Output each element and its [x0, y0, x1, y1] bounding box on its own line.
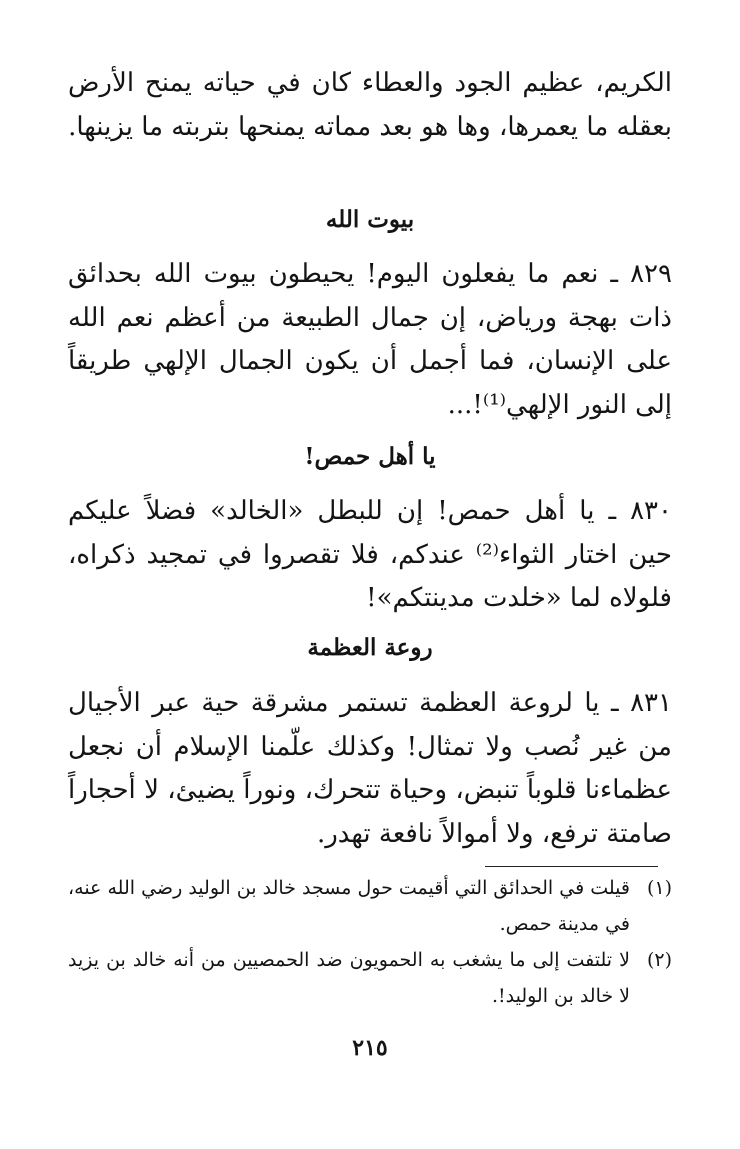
section-heading-houses-of-god: بيوت الله: [325, 206, 415, 233]
intro-paragraph: الكريم، عظيم الجود والعطاء كان في حياته يمنح الأرض بعقله ما يعمرها، وها هو بعد مماته يمنحها بتربته ما يزينها.: [68, 68, 672, 142]
footnote-number: (١): [646, 877, 672, 899]
section-heading-people-of-homs: يا أهل حمص!: [304, 443, 436, 470]
footnote-text: قيلت في الحدائق التي أقيمت حول مسجد خالد بن الوليد رضي الله عنه، في مدينة حمص.: [68, 877, 630, 935]
footnote-1: [68, 870, 672, 942]
paragraph-830: ٨٣٠ ـ يا أهل حمص! إن للبطل «الخالد» فضلاً عليكم حين اختار الثواء⁽²⁾ عندكم، فلا تقصروا في تمجيد ذكراه، فلولاه لما «خلدت مدينتكم»!: [68, 496, 672, 613]
paragraph-831: ٨٣١ ـ يا لروعة العظمة تستمر مشرقة حية عبر الأجيال من غير نُصب ولا تمثال! وكذلك علّمنا الإسلام أن نجعل عظماءنا قلوباً تنبض، وحياة تتحرك، ونوراً يضيئ، لا أحجاراً صامتة ترفع، ولا أموالاً نافعة تهدر.: [68, 688, 672, 849]
footnote-divider: [485, 866, 658, 867]
footnote-text: لا تلتفت إلى ما يشغب به الحمويون ضد الحمصيين من أنه خالد بن يزيد لا خالد بن الوليد!.: [68, 949, 630, 1007]
footnote-2: [68, 942, 672, 1014]
paragraph-829: ٨٢٩ ـ نعم ما يفعلون اليوم! يحيطون بيوت الله بحدائق ذات بهجة ورياض، إن جمال الطبيعة من أعظم نعم الله على الإنسان، فما أجمل أن يكون الجمال الإلهي طريقاً إلى النور الإلهي⁽¹⁾!...: [68, 259, 672, 420]
page-number: ٢١٥: [352, 1035, 388, 1061]
section-heading-majesty-of-greatness: روعة العظمة: [307, 634, 433, 661]
footnote-number: (٢): [646, 949, 672, 971]
